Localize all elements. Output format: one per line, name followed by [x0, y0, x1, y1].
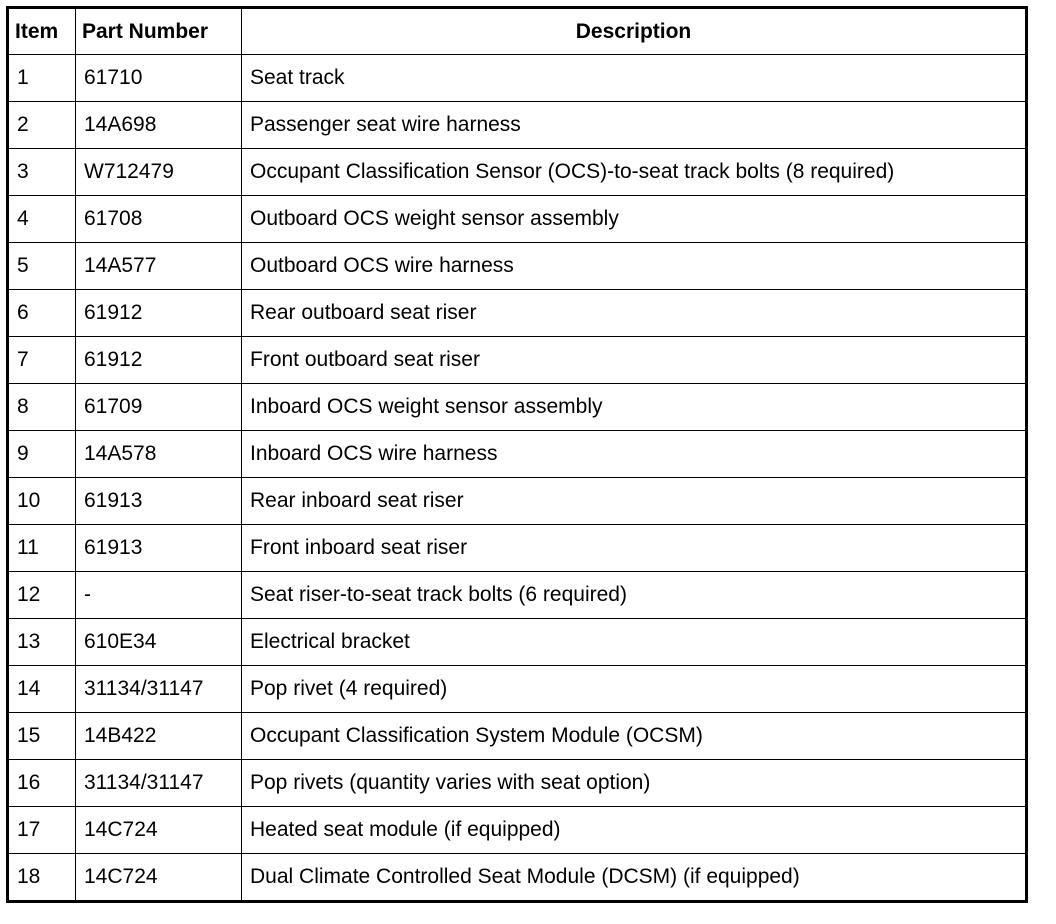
- table-row: [8, 196, 1027, 243]
- description-cell: Dual Climate Controlled Seat Module (DCSM) (if equipped): [242, 854, 1027, 902]
- description-cell: Front inboard seat riser: [242, 525, 1027, 572]
- parts-table: [6, 6, 1028, 903]
- item-cell: 9: [8, 431, 76, 478]
- part-number-cell: 14A698: [76, 102, 242, 149]
- description-cell: Occupant Classification System Module (OCSM): [242, 713, 1027, 760]
- description-cell: Passenger seat wire harness: [242, 102, 1027, 149]
- part-number-cell: 31134/31147: [76, 666, 242, 713]
- item-cell: 5: [8, 243, 76, 290]
- description-cell: Front outboard seat riser: [242, 337, 1027, 384]
- table-row: [8, 337, 1027, 384]
- description-cell: Rear outboard seat riser: [242, 290, 1027, 337]
- part-number-cell: 61912: [76, 290, 242, 337]
- item-cell: 14: [8, 666, 76, 713]
- part-number-cell: 61912: [76, 337, 242, 384]
- description-cell: Inboard OCS weight sensor assembly: [242, 384, 1027, 431]
- table-row: [8, 572, 1027, 619]
- part-number-cell: 14C724: [76, 854, 242, 902]
- item-cell: 17: [8, 807, 76, 854]
- table-row: [8, 854, 1027, 902]
- item-cell: 16: [8, 760, 76, 807]
- part-number-cell: 61913: [76, 478, 242, 525]
- part-number-cell: -: [76, 572, 242, 619]
- table-row: [8, 55, 1027, 102]
- item-cell: 10: [8, 478, 76, 525]
- description-cell: Heated seat module (if equipped): [242, 807, 1027, 854]
- table-row: [8, 431, 1027, 478]
- item-cell: 3: [8, 149, 76, 196]
- item-cell: 7: [8, 337, 76, 384]
- header-part-number: Part Number: [76, 8, 242, 55]
- description-cell: Inboard OCS wire harness: [242, 431, 1027, 478]
- description-cell: Rear inboard seat riser: [242, 478, 1027, 525]
- item-cell: 11: [8, 525, 76, 572]
- part-number-cell: 14A577: [76, 243, 242, 290]
- description-cell: Outboard OCS weight sensor assembly: [242, 196, 1027, 243]
- description-cell: Pop rivet (4 required): [242, 666, 1027, 713]
- item-cell: 2: [8, 102, 76, 149]
- description-cell: Electrical bracket: [242, 619, 1027, 666]
- table-row: [8, 478, 1027, 525]
- table-row: [8, 760, 1027, 807]
- item-cell: 13: [8, 619, 76, 666]
- part-number-cell: 61708: [76, 196, 242, 243]
- table-row: [8, 290, 1027, 337]
- table-row: [8, 102, 1027, 149]
- item-cell: 8: [8, 384, 76, 431]
- part-number-cell: 31134/31147: [76, 760, 242, 807]
- table-row: [8, 243, 1027, 290]
- part-number-cell: 14B422: [76, 713, 242, 760]
- table-header-row: [8, 8, 1027, 55]
- description-cell: Seat riser-to-seat track bolts (6 required): [242, 572, 1027, 619]
- item-cell: 1: [8, 55, 76, 102]
- description-cell: Occupant Classification Sensor (OCS)-to-seat track bolts (8 required): [242, 149, 1027, 196]
- table-row: [8, 384, 1027, 431]
- description-cell: Pop rivets (quantity varies with seat option): [242, 760, 1027, 807]
- table-row: [8, 713, 1027, 760]
- table-row: [8, 619, 1027, 666]
- item-cell: 12: [8, 572, 76, 619]
- part-number-cell: 61913: [76, 525, 242, 572]
- table-row: [8, 149, 1027, 196]
- item-cell: 15: [8, 713, 76, 760]
- part-number-cell: 61710: [76, 55, 242, 102]
- description-cell: Outboard OCS wire harness: [242, 243, 1027, 290]
- description-cell: Seat track: [242, 55, 1027, 102]
- item-cell: 18: [8, 854, 76, 902]
- part-number-cell: 14C724: [76, 807, 242, 854]
- header-description: Description: [242, 8, 1027, 55]
- part-number-cell: 14A578: [76, 431, 242, 478]
- part-number-cell: 610E34: [76, 619, 242, 666]
- header-item: Item: [8, 8, 76, 55]
- part-number-cell: W712479: [76, 149, 242, 196]
- part-number-cell: 61709: [76, 384, 242, 431]
- table-row: [8, 807, 1027, 854]
- item-cell: 6: [8, 290, 76, 337]
- table-row: [8, 666, 1027, 713]
- table-row: [8, 525, 1027, 572]
- item-cell: 4: [8, 196, 76, 243]
